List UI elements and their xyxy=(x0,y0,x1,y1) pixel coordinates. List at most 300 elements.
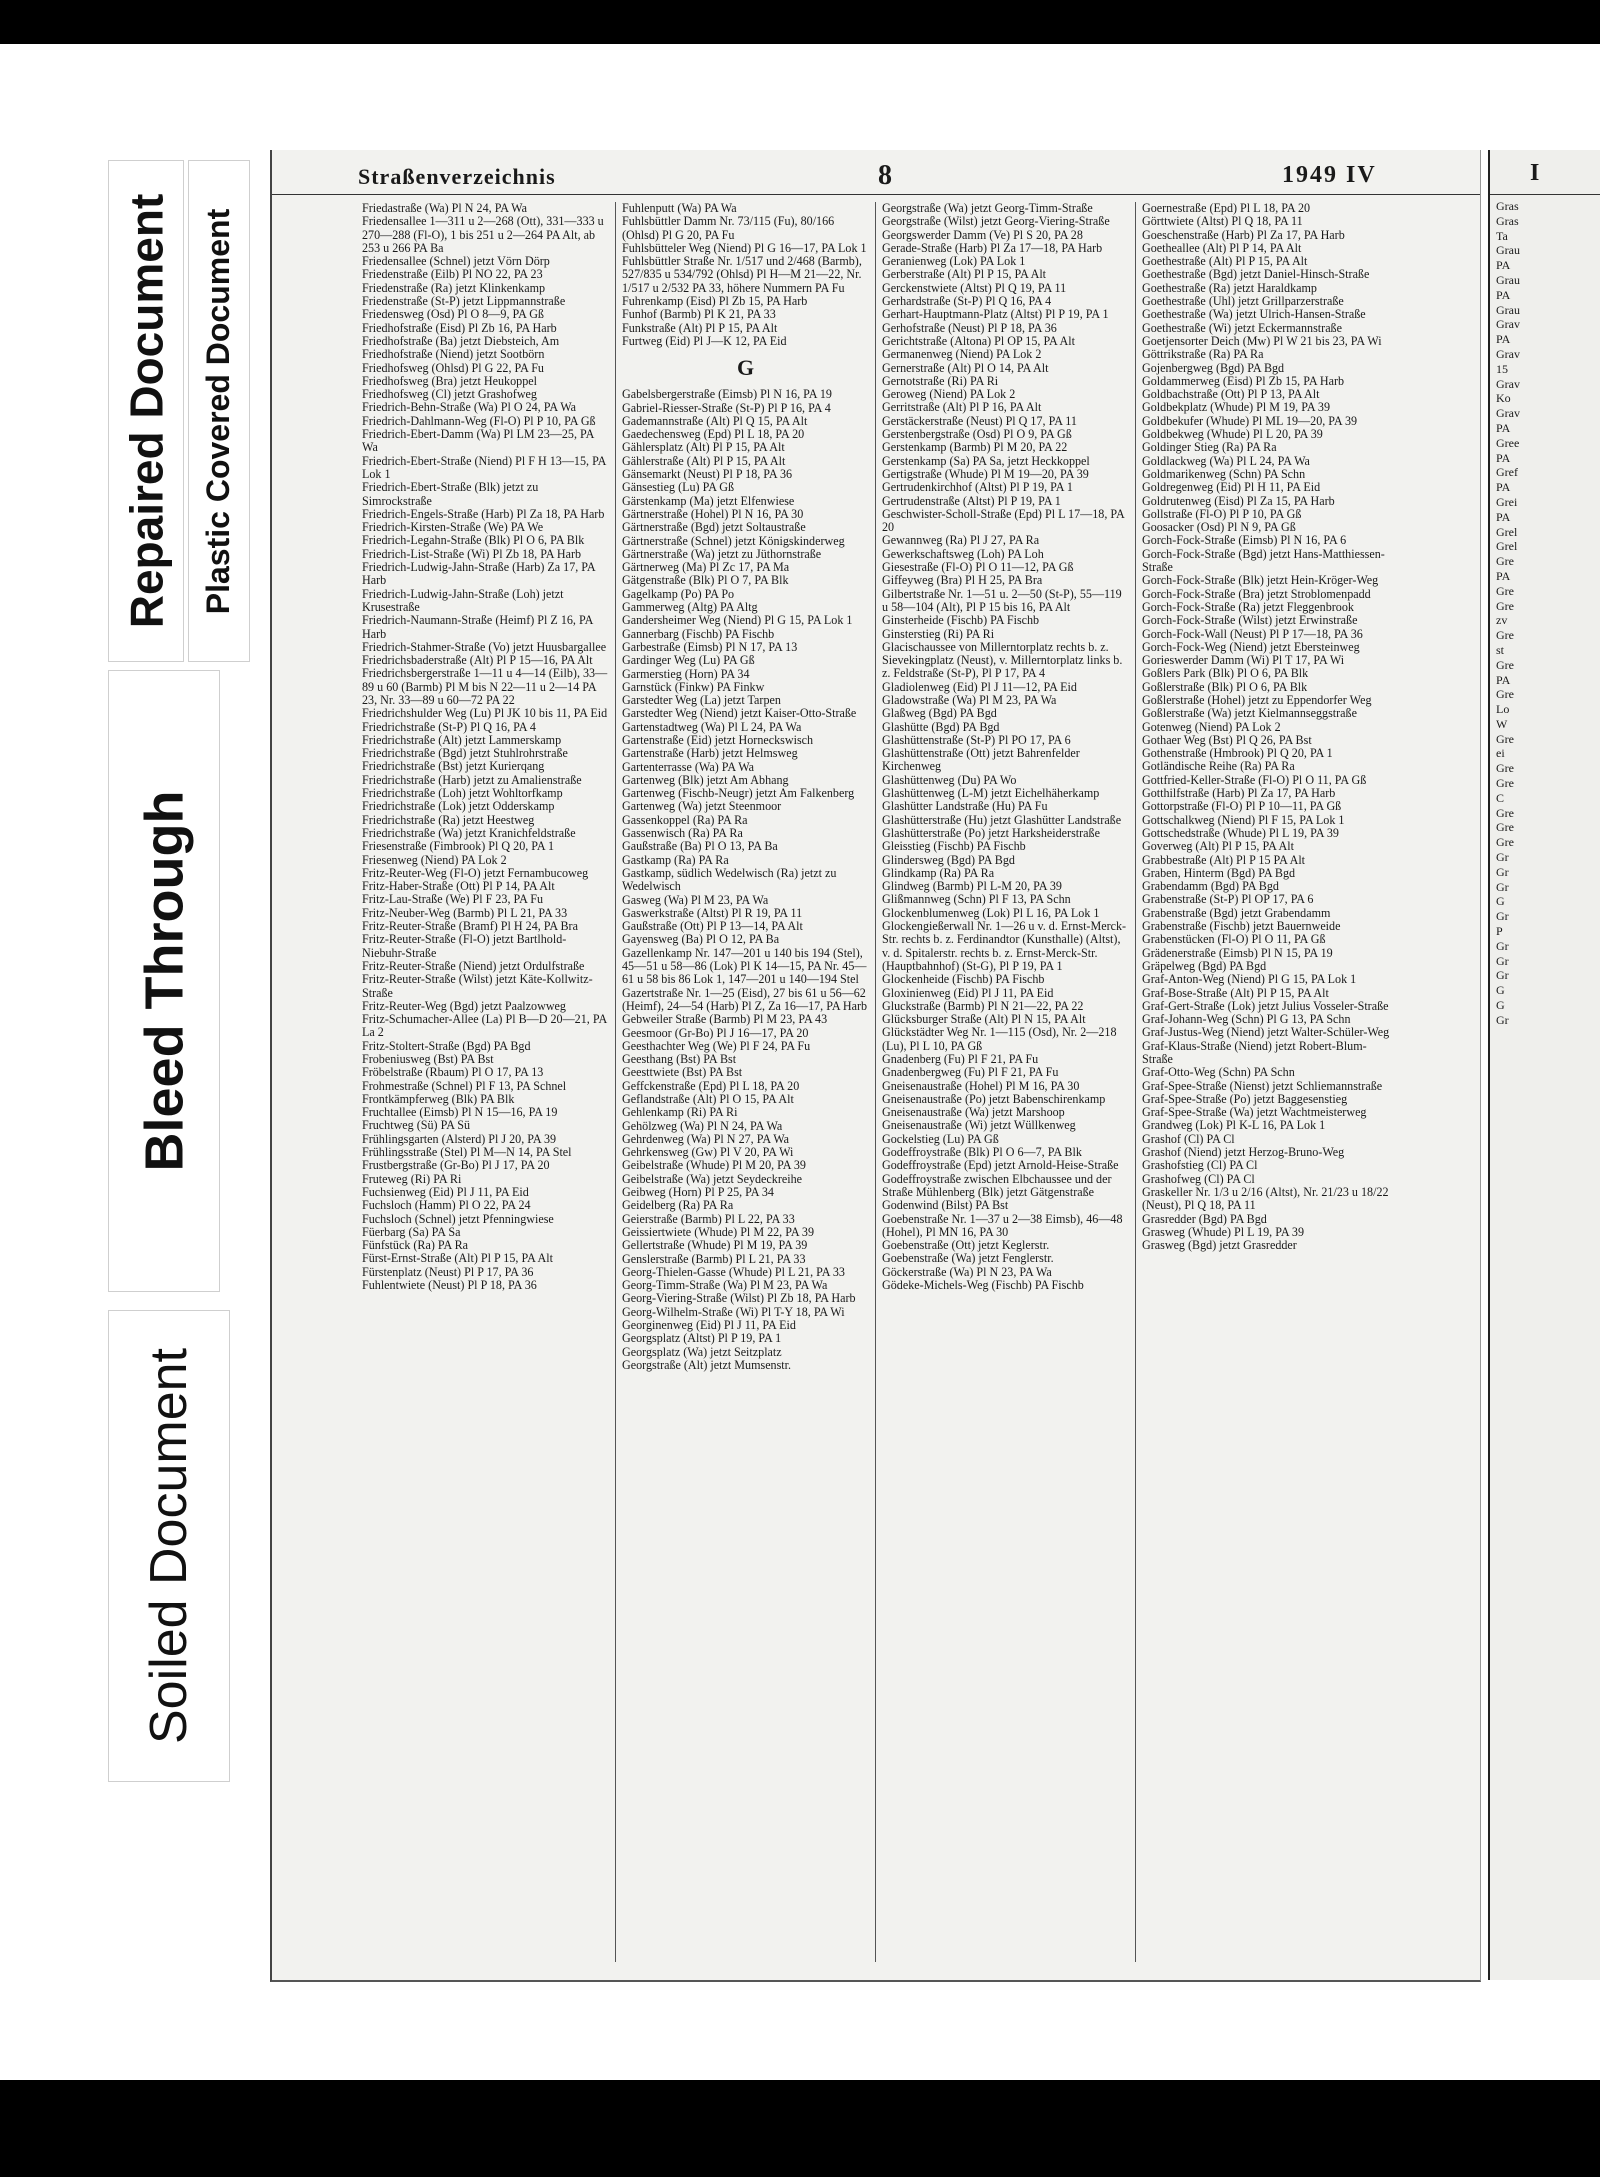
directory-entry: Goetjensorter Deich (Mw) Pl W 21 bis 23, PA Wi xyxy=(1142,333,1382,348)
directory-entry: Graf-Spee-Straße (Nienst) jetzt Schliemannstraße xyxy=(1142,1078,1383,1093)
directory-entry: Graf-Gert-Straße (Lok) jetzt Julius Vosseler-Straße xyxy=(1142,998,1389,1013)
directory-entry: Gerberstraße (Alt) Pl P 15, PA Alt xyxy=(882,267,1047,282)
directory-entry: Gartenstadtweg (Wa) Pl L 24, PA Wa xyxy=(622,719,802,734)
directory-entry: Fuhrenkamp (Eisd) Pl Zb 15, PA Harb xyxy=(622,294,808,309)
label-plastic-covered-document: Plastic Covered Document xyxy=(188,160,250,662)
directory-entry: Gayensweg (Ba) Pl O 12, PA Ba xyxy=(622,932,780,947)
directory-entry: Fritz-Lau-Straße (We) Pl F 23, PA Fu xyxy=(362,892,543,907)
directory-entry: Geesthachter Weg (We) Pl F 24, PA Fu xyxy=(622,1038,811,1053)
directory-entry: Garbestraße (Eimsb) Pl N 17, PA 13 xyxy=(622,639,798,654)
directory-entry: Garnstück (Finkw) PA Finkw xyxy=(622,679,765,694)
directory-entry: Gartenstraße (Harb) jetzt Helmsweg xyxy=(622,746,798,761)
directory-entry: Gorieswerder Damm (Wi) Pl T 17, PA Wi xyxy=(1142,653,1345,668)
directory-entry: Friedastraße (Wa) Pl N 24, PA Wa xyxy=(362,202,527,215)
directory-entry: Gewerkschaftsweg (Loh) PA Loh xyxy=(882,546,1044,561)
fragment-text: Gref xyxy=(1496,465,1518,480)
directory-entry: Fuhlsbütteler Weg (Niend) Pl G 16—17, PA Lok 1 xyxy=(622,240,867,255)
directory-entry: Gählerstraße (Alt) Pl P 15, PA Alt xyxy=(622,453,786,468)
directory-entry: Fritz-Reuter-Weg (Fl-O) jetzt Fernambucoweg xyxy=(362,865,589,880)
fragment-text: PA xyxy=(1496,332,1511,347)
directory-entry: Friedensweg (Osd) Pl O 8—9, PA Gß xyxy=(362,307,544,322)
directory-entry: Glockenheide (Fischb) PA Fischb xyxy=(882,972,1045,987)
directory-entry: Gärtnerstraße (Hohel) Pl N 16, PA 30 xyxy=(622,506,804,521)
directory-entry: Funkstraße (Alt) Pl P 15, PA Alt xyxy=(622,320,778,335)
directory-entry: Goßlerstraße (Blk) Pl O 6, PA Blk xyxy=(1142,679,1308,694)
fragment-text: Gras xyxy=(1496,213,1519,228)
directory-entry: Glashüttenweg (Du) PA Wo xyxy=(882,772,1017,787)
directory-entry: Goßlerstraße (Hohel) jetzt zu Eppendorfer Weg xyxy=(1142,692,1372,707)
fragment-text: Gre xyxy=(1496,598,1514,613)
directory-entry: Gaußstraße (Ott) Pl P 13—14, PA Alt xyxy=(622,919,803,934)
directory-entry: Gebweiler Straße (Barmb) Pl M 23, PA 43 xyxy=(622,1012,828,1027)
directory-entry: Fuhlenputt (Wa) PA Wa xyxy=(622,202,737,215)
directory-entry: Gertrudenstraße (Altst) Pl P 19, PA 1 xyxy=(882,493,1061,508)
directory-entry: Glindweg (Barmb) Pl L-M 20, PA 39 xyxy=(882,879,1062,894)
directory-entry: Friedhofsweg (Ohlsd) Pl G 22, PA Fu xyxy=(362,360,544,375)
directory-entry: Gerhart-Hauptmann-Platz (Altst) Pl P 19, PA 1 xyxy=(882,307,1109,322)
adjacent-page-fragments xyxy=(1490,195,1600,1028)
directory-entry: Grädenerstraße (Eimsb) Pl N 15, PA 19 xyxy=(1142,945,1333,960)
directory-entry: Gewannweg (Ra) Pl J 27, PA Ra xyxy=(882,533,1040,548)
directory-entry: Fritz-Reuter-Straße (Niend) jetzt Ordulfstraße xyxy=(362,958,585,973)
directory-entry: Grabenstücken (Fl-O) Pl O 11, PA Gß xyxy=(1142,932,1326,947)
directory-entry: Friedrichstraße (St-P) Pl Q 16, PA 4 xyxy=(362,719,536,734)
directory-entry: Fröbelstraße (Rbaum) Pl O 17, PA 13 xyxy=(362,1065,544,1080)
directory-entry: Füerbarg (Sa) PA Sa xyxy=(362,1224,461,1239)
column-1 xyxy=(356,202,616,1962)
directory-entry: Gottorpstraße (Fl-O) Pl P 10—11, PA Gß xyxy=(1142,799,1342,814)
directory-entry: Fritz-Haber-Straße (Ott) Pl P 14, PA Alt xyxy=(362,879,555,894)
fragment-text: Grau xyxy=(1496,272,1520,287)
directory-entry: Gnadenberg (Fu) Pl F 21, PA Fu xyxy=(882,1052,1039,1066)
directory-entry: Gärtnerstraße (Schnel) jetzt Königskinderweg xyxy=(622,533,845,548)
directory-entry: Friedhofsweg (Bra) jetzt Heukoppel xyxy=(362,373,537,388)
fragment-text: ei xyxy=(1496,746,1505,761)
fragment-text: Lo xyxy=(1496,702,1510,717)
directory-entry: Geranienweg (Lok) PA Lok 1 xyxy=(882,254,1026,269)
directory-entry: Graf-Johann-Weg (Schn) Pl G 13, PA Schn xyxy=(1142,1012,1351,1027)
label-soiled-document: Soiled Document xyxy=(108,1310,230,1782)
directory-entry: Goebenstraße (Wa) jetzt Fenglerstr. xyxy=(882,1251,1054,1266)
directory-entry: Friedrich-Engels-Straße (Harb) Pl Za 18, PA Harb xyxy=(362,506,605,521)
directory-entry: Georg-Timm-Straße (Wa) Pl M 23, PA Wa xyxy=(622,1278,828,1293)
directory-entry: Gödeke-Michels-Weg (Fischb) PA Fischb xyxy=(882,1278,1084,1293)
fragment-text: st xyxy=(1496,642,1505,657)
directory-entry: Fuchsienweg (Eid) Pl J 11, PA Eid xyxy=(362,1184,529,1199)
directory-entry: Glashüttenstraße (Ott) jetzt Bahrenfelder Kirchenweg xyxy=(882,746,1080,774)
directory-entry: Friedenstraße (Eilb) Pl NO 22, PA 23 xyxy=(362,267,543,282)
directory-entry: Goldbachstraße (Ott) Pl P 13, PA Alt xyxy=(1142,387,1320,402)
fragment-text: Gre xyxy=(1496,731,1514,746)
directory-entry: Fuchsloch (Schnel) jetzt Pfenningwiese xyxy=(362,1211,554,1226)
fragment-text: Gras xyxy=(1496,199,1519,213)
directory-entry: Gagelkamp (Po) PA Po xyxy=(622,586,735,601)
directory-entry: Gotländische Reihe (Ra) PA Ra xyxy=(1142,759,1295,774)
directory-entry: Goldmarikenweg (Schn) PA Schn xyxy=(1142,466,1306,481)
directory-entry: Gerhofstraße (Neust) Pl P 18, PA 36 xyxy=(882,320,1057,335)
directory-entry: Friesenstraße (Fimbrook) Pl Q 20, PA 1 xyxy=(362,839,555,854)
directory-entry: Gerstenbergstraße (Osd) Pl O 9, PA Gß xyxy=(882,427,1072,442)
directory-entry: Gorch-Fock-Straße (Eimsb) Pl N 16, PA 6 xyxy=(1142,533,1347,548)
directory-entry: Graf-Otto-Weg (Schn) PA Schn xyxy=(1142,1065,1295,1080)
directory-entry: Georgstraße (Wa) jetzt Georg-Timm-Straße xyxy=(882,202,1093,215)
directory-entry: Geschwister-Scholl-Straße (Epd) Pl L 17—18, PA 20 xyxy=(882,506,1125,535)
directory-entry: Gehölzweg (Wa) Pl N 24, PA Wa xyxy=(622,1118,783,1133)
fragment-text: Grav xyxy=(1496,406,1520,421)
directory-entry: Grasredder (Bgd) PA Bgd xyxy=(1142,1211,1267,1226)
fragment-text: Gre xyxy=(1496,657,1514,672)
fragment-text: PA xyxy=(1496,420,1511,435)
directory-entry: Frühlingsstraße (Stel) Pl M—N 14, PA Stel xyxy=(362,1145,572,1160)
directory-entry: Gandersheimer Weg (Niend) Pl G 15, PA Lok 1 xyxy=(622,613,853,628)
fragment-text: Grav xyxy=(1496,346,1520,361)
directory-entry: Gertrudenkirchhof (Altst) Pl P 19, PA 1 xyxy=(882,480,1073,495)
directory-entry: Gassenkoppel (Ra) PA Ra xyxy=(622,812,748,827)
directory-entry: Friedrich-Ludwig-Jahn-Straße (Harb) Za 17, PA Harb xyxy=(362,560,595,588)
page-header xyxy=(272,150,1480,195)
directory-entry: Georg-Viering-Straße (Wilst) Pl Zb 18, PA Harb xyxy=(622,1291,856,1306)
directory-entry: Georgstraße (Alt) jetzt Mumsenstr. xyxy=(622,1357,792,1372)
column-2-f-entries xyxy=(622,202,869,348)
fragment-text: PA xyxy=(1496,287,1511,302)
directory-entry: Gorch-Fock-Wall (Neust) Pl P 17—18, PA 36 xyxy=(1142,626,1363,641)
directory-entry: Gazertstraße Nr. 1—25 (Eisd), 27 bis 61 u 56—62 (Heimf), 24—54 (Harb) Pl Z, Za 16—17, PA Harb xyxy=(622,985,868,1013)
fragment-text: PA xyxy=(1496,450,1511,465)
fragment-text: P xyxy=(1496,924,1503,939)
directory-entry: Graben, Hinterm (Bgd) PA Bgd xyxy=(1142,865,1296,880)
directory-entry: Fruchtallee (Eimsb) Pl N 15—16, PA 19 xyxy=(362,1105,558,1120)
directory-entry: Goethestraße (Uhl) jetzt Grillparzerstraße xyxy=(1142,294,1344,309)
directory-entry: Gammerweg (Altg) PA Altg xyxy=(622,600,758,615)
directory-entry: Fruchtweg (Sü) PA Sü xyxy=(362,1118,471,1133)
directory-entry: Giesestraße (Fl-O) Pl O 11—12, PA Gß xyxy=(882,560,1074,575)
directory-entry: Glashütterstraße (Po) jetzt Harksheiderstraße xyxy=(882,825,1100,840)
directory-entry: Gladowstraße (Wa) Pl M 23, PA Wa xyxy=(882,692,1057,707)
directory-entry: Goeschenstraße (Harb) Pl Za 17, PA Harb xyxy=(1142,227,1345,242)
directory-entry: Graf-Spee-Straße (Wa) jetzt Wachtmeisterweg xyxy=(1142,1105,1367,1120)
directory-entry: Graf-Bose-Straße (Alt) Pl P 15, PA Alt xyxy=(1142,985,1329,1000)
directory-entry: Grashof (Niend) jetzt Herzog-Bruno-Weg xyxy=(1142,1145,1345,1160)
directory-entry: Friedrichstraße (Bst) jetzt Kurierqang xyxy=(362,759,545,774)
directory-entry: Gojenbergweg (Bgd) PA Bgd xyxy=(1142,360,1285,375)
directory-entry: Friedrichstraße (Bgd) jetzt Stuhlrohrstraße xyxy=(362,746,568,761)
fragment-text: Gr xyxy=(1496,968,1509,983)
fragment-text: Grei xyxy=(1496,494,1518,509)
directory-entry: Geflandstraße (Alt) Pl O 15, PA Alt xyxy=(622,1092,794,1106)
directory-entry: Frobeniusweg (Bst) PA Bst xyxy=(362,1052,494,1066)
directory-entry: Friedrichstraße (Ra) jetzt Heestweg xyxy=(362,812,535,827)
fragment-text: PA xyxy=(1496,509,1511,524)
directory-entry: Frustbergstraße (Gr-Bo) Pl J 17, PA 20 xyxy=(362,1158,550,1173)
fragment-text: PA xyxy=(1496,480,1511,495)
column-3 xyxy=(876,202,1136,1962)
directory-entry: Gasweg (Wa) Pl M 23, PA Wa xyxy=(622,892,769,907)
fragment-text: Gre xyxy=(1496,687,1514,702)
page-title: Straßenverzeichnis xyxy=(358,164,556,189)
directory-entry: Gänsestieg (Lu) PA Gß xyxy=(622,480,735,495)
directory-entry: Gottschedstraße (Whude) Pl L 19, PA 39 xyxy=(1142,825,1339,840)
directory-entry: Frohmestraße (Schnel) Pl F 13, PA Schnel xyxy=(362,1078,567,1093)
directory-entry: Gartenterrasse (Wa) PA Wa xyxy=(622,759,755,774)
adjacent-page-strip xyxy=(1488,150,1600,1980)
directory-entry: Goetheallee (Alt) Pl P 14, PA Alt xyxy=(1142,240,1302,255)
directory-entry: Grasweg (Bgd) jetzt Grasredder xyxy=(1142,1238,1297,1253)
directory-entry: Gärtnerstraße (Wa) jetzt zu Jüthornstraße xyxy=(622,546,822,561)
directory-entry: Gannerbarg (Fischb) PA Fischb xyxy=(622,626,775,641)
directory-entry: Fruteweg (Ri) PA Ri xyxy=(362,1171,462,1186)
directory-entry: Georg-Wilhelm-Straße (Wi) Pl T-Y 18, PA Wi xyxy=(622,1304,845,1319)
directory-entry: Grashofstieg (Cl) PA Cl xyxy=(1142,1158,1258,1173)
directory-entry: Goldlackweg (Wa) Pl L 24, PA Wa xyxy=(1142,453,1310,468)
directory-entry: Friedenstraße (Ra) jetzt Klinkenkamp xyxy=(362,280,546,295)
directory-entry: Geidelberg (Ra) PA Ra xyxy=(622,1198,734,1213)
directory-entry: Graf-Klaus-Straße (Niend) jetzt Robert-Blum-Straße xyxy=(1142,1038,1367,1066)
directory-entry: Georg-Thielen-Gasse (Whude) Pl L 21, PA 33 xyxy=(622,1264,845,1279)
directory-entry: Gotenweg (Niend) PA Lok 2 xyxy=(1142,719,1281,734)
fragment-text: PA xyxy=(1496,568,1511,583)
directory-entry: Godeffroystraße zwischen Elbchaussee und der Straße Mühlenberg (Blk) jetzt Gätgenstraße xyxy=(882,1171,1112,1199)
fragment-text: Gr xyxy=(1496,864,1509,879)
directory-entry: Goldbekplatz (Whude) Pl M 19, PA 39 xyxy=(1142,400,1331,415)
directory-entry: Friedrich-Behn-Straße (Wa) Pl O 24, PA Wa xyxy=(362,400,577,415)
directory-entry: Geierstraße (Barmb) Pl L 22, PA 33 xyxy=(622,1211,795,1226)
directory-entry: Fuhlsbüttler Damm Nr. 73/115 (Fu), 80/166 (Ohlsd) Pl G 20, PA Fu xyxy=(622,214,835,242)
directory-entry: Friedrich-Ebert-Straße (Blk) jetzt zu Simrockstraße xyxy=(362,480,539,508)
directory-entry: Goethestraße (Wi) jetzt Eckermannstraße xyxy=(1142,320,1342,335)
directory-entry: Gärstenkamp (Ma) jetzt Elfenwiese xyxy=(622,493,795,508)
directory-entry: Glißmannweg (Schn) Pl F 13, PA Schn xyxy=(882,892,1071,907)
directory-entry: Graf-Anton-Weg (Niend) Pl G 15, PA Lok 1 xyxy=(1142,972,1357,987)
directory-entry: Glockenblumenweg (Lok) Pl L 16, PA Lok 1 xyxy=(882,905,1100,920)
fragment-text: Ta xyxy=(1496,228,1508,243)
fragment-text: Grau xyxy=(1496,302,1520,317)
directory-entry: Friedrich-Kirsten-Straße (We) PA We xyxy=(362,520,544,535)
directory-entry: Fritz-Neuber-Weg (Barmb) Pl L 21, PA 33 xyxy=(362,905,568,920)
directory-entry: Fritz-Stoltert-Straße (Bgd) PA Bgd xyxy=(362,1038,531,1053)
page-number: 8 xyxy=(878,160,892,191)
directory-entry: Gerichtstraße (Altona) Pl OP 15, PA Alt xyxy=(882,333,1075,348)
directory-entry: Friedhofstraße (Niend) jetzt Sootbörn xyxy=(362,347,545,362)
directory-entry: Gorch-Fock-Weg (Niend) jetzt Ebersteinweg xyxy=(1142,639,1360,654)
directory-entry: Glashütter Landstraße (Hu) PA Fu xyxy=(882,799,1048,814)
fragment-text: zv xyxy=(1496,613,1508,628)
directory-entry: Gerade-Straße (Harb) Pl Za 17—18, PA Harb xyxy=(882,240,1103,255)
directory-entry: Gorch-Fock-Straße (Bgd) jetzt Hans-Matthiessen-Straße xyxy=(1142,546,1385,575)
directory-entry: Geibelstraße (Whude) Pl M 20, PA 39 xyxy=(622,1158,806,1173)
directory-entry: Görttwiete (Altst) Pl Q 18, PA 11 xyxy=(1142,214,1303,229)
fragment-text: Grav xyxy=(1496,317,1520,332)
page-year: 1949 IV xyxy=(1282,162,1377,188)
column-2 xyxy=(616,202,876,1962)
fragment-text: PA xyxy=(1496,258,1511,273)
directory-entry: Fürst-Ernst-Straße (Alt) Pl P 15, PA Alt xyxy=(362,1251,553,1266)
directory-entry: Gellertstraße (Whude) Pl M 19, PA 39 xyxy=(622,1238,808,1253)
directory-entry: Fritz-Reuter-Straße (Bramf) Pl H 24, PA Bra xyxy=(362,919,578,934)
directory-entry: Furtweg (Eid) Pl J—K 12, PA Eid xyxy=(622,333,787,348)
fragment-text: Gree xyxy=(1496,435,1520,450)
directory-entry: Friedenstraße (St-P) jetzt Lippmannstraße xyxy=(362,294,566,309)
fragment-text: Gre xyxy=(1496,761,1514,776)
directory-entry: Gassenwisch (Ra) PA Ra xyxy=(622,826,743,841)
directory-entry: Fuhlentwiete (Neust) Pl P 18, PA 36 xyxy=(362,1278,537,1293)
directory-entry: Glashütte (Bgd) PA Bgd xyxy=(882,719,1000,734)
directory-entry: Geibweg (Horn) Pl P 25, PA 34 xyxy=(622,1185,774,1200)
directory-entry: Georgstraße (Wilst) jetzt Georg-Viering-Straße xyxy=(882,214,1110,229)
directory-entry: Friedrichstraße (Lok) jetzt Odderskamp xyxy=(362,799,555,814)
directory-entry: Garmerstieg (Horn) PA 34 xyxy=(622,666,750,681)
directory-entry: Grasweg (Whude) Pl L 19, PA 39 xyxy=(1142,1224,1305,1239)
directory-entry: Graf-Justus-Weg (Niend) jetzt Walter-Schüler-Weg xyxy=(1142,1025,1390,1040)
directory-entry: Friedrichsbergerstraße 1—11 u 4—14 (Eilb), 33—89 u 60 (Barmb) Pl M bis N 22—11 u 2—14 PA 23, Nr. 33—89 u 60—72 PA 22 xyxy=(362,666,608,707)
directory-entry: Goßlerstraße (Wa) jetzt Kielmannseggstraße xyxy=(1142,706,1357,721)
directory-entry: Glücksburger Straße (Alt) Pl N 15, PA Alt xyxy=(882,1012,1086,1027)
fragment-text: Gr xyxy=(1496,953,1509,968)
directory-entry: Gartenweg (Wa) jetzt Steenmoor xyxy=(622,799,782,814)
fragment-text: 15 xyxy=(1496,361,1508,376)
fragment-text: G xyxy=(1496,894,1505,909)
directory-entry: Geissiertwiete (Whude) Pl M 22, PA 39 xyxy=(622,1224,815,1239)
directory-entry: Gnadenbergweg (Fu) Pl F 21, PA Fu xyxy=(882,1065,1059,1080)
fragment-text: PA xyxy=(1496,672,1511,687)
fragment-text: Gre xyxy=(1496,820,1514,835)
directory-entry: Gänsemarkt (Neust) Pl P 18, PA 36 xyxy=(622,467,793,482)
directory-entry: Frühlingsgarten (Alsterd) Pl J 20, PA 39 xyxy=(362,1131,557,1146)
adjacent-page-mark: I xyxy=(1490,150,1600,195)
directory-entry: Geroweg (Niend) PA Lok 2 xyxy=(882,387,1016,402)
directory-entry: Genslerstraße (Barmb) Pl L 21, PA 33 xyxy=(622,1251,806,1266)
directory-entry: Fürstenplatz (Neust) Pl P 17, PA 36 xyxy=(362,1264,534,1279)
directory-entry: Glockengießerwall Nr. 1—26 u v. d. Ernst-Merck-Str. rechts b. z. Ferdinandtor (Kunsthalle) (Altst), v. d. Spitalerstr. rechts b. z. Ernst-Merck-Str. (Hauptbahnhof) (St-G), Pl P 19, PA 1 xyxy=(882,919,1127,973)
directory-entry: Gerstenkamp (Sa) PA Sa, jetzt Heckkoppel xyxy=(882,453,1090,468)
directory-entry: Gilbertstraße Nr. 1—51 u. 2—50 (St-P), 55—119 u 58—104 (Alt), Pl P 15 bis 16, PA Alt xyxy=(882,586,1122,614)
directory-entry: Gärtnerstraße (Bgd) jetzt Soltaustraße xyxy=(622,520,806,535)
directory-entry: Gartenstraße (Eid) jetzt Horneckswisch xyxy=(622,732,814,747)
directory-entry: Gählersplatz (Alt) Pl P 15, PA Alt xyxy=(622,440,785,455)
directory-entry: Gladiolenweg (Eid) Pl J 11—12, PA Eid xyxy=(882,679,1077,694)
side-labels xyxy=(88,150,288,1744)
street-directory-columns xyxy=(356,202,1476,1962)
fragment-text: Gre xyxy=(1496,554,1514,569)
directory-entry: Gehrkensweg (Gw) Pl V 20, PA Wi xyxy=(622,1145,794,1160)
directory-entry: Glashüttenweg (L-M) jetzt Eichelhäherkamp xyxy=(882,786,1100,801)
directory-entry: Gothenstraße (Hmbrook) Pl Q 20, PA 1 xyxy=(1142,746,1333,761)
fragment-text: C xyxy=(1496,790,1505,805)
directory-entry: Gneisenaustraße (Wi) jetzt Wüllkenweg xyxy=(882,1118,1076,1133)
directory-entry: Gothaer Weg (Bst) Pl Q 26, PA Bst xyxy=(1142,732,1312,747)
directory-entry: Friedrich-List-Straße (Wi) Pl Zb 18, PA Harb xyxy=(362,546,582,561)
directory-entry: Gaedechensweg (Epd) Pl L 18, PA 20 xyxy=(622,427,805,442)
directory-entry: Göckerstraße (Wa) Pl N 23, PA Wa xyxy=(882,1264,1052,1279)
directory-entry: Gätgenstraße (Blk) Pl O 7, PA Blk xyxy=(622,573,789,588)
directory-entry: Giffeyweg (Bra) Pl H 25, PA Bra xyxy=(882,573,1043,588)
directory-entry: Gardinger Weg (Lu) PA Gß xyxy=(622,653,755,668)
column-4 xyxy=(1136,202,1396,1962)
directory-entry: Goebenstraße (Ott) jetzt Keglerstr. xyxy=(882,1238,1050,1253)
directory-entry: Grandweg (Lok) Pl K-L 16, PA Lok 1 xyxy=(1142,1118,1326,1133)
fragment-text: Gre xyxy=(1496,776,1514,791)
directory-entry: Godeffroystraße (Blk) Pl O 6—7, PA Blk xyxy=(882,1145,1082,1160)
directory-entry: Ginsterstieg (Ri) PA Ri xyxy=(882,626,995,641)
directory-entry: Funhof (Barmb) Pl K 21, PA 33 xyxy=(622,307,776,322)
directory-entry: Fünfstück (Ra) PA Ra xyxy=(362,1238,469,1253)
directory-entry: Grabbestraße (Alt) Pl P 15 PA Alt xyxy=(1142,852,1306,867)
directory-entry: Gockelstieg (Lu) PA Gß xyxy=(882,1131,999,1146)
directory-entry: Fritz-Reuter-Weg (Bgd) jetzt Paalzowweg xyxy=(362,998,566,1013)
directory-entry: Gaußstraße (Ba) Pl O 13, PA Ba xyxy=(622,839,778,854)
directory-entry: Georgsplatz (Altst) Pl P 19, PA 1 xyxy=(622,1331,782,1346)
directory-entry: Gleisstieg (Fischb) PA Fischb xyxy=(882,839,1026,854)
directory-entry: Gertigstraße (Whude) Pl M 19—20, PA 39 xyxy=(882,466,1089,481)
directory-entry: Friedensallee 1—311 u 2—268 (Ott), 331—333 u 270—288 (Fl-O), 1 bis 251 u 2—264 PA Alt, ab 253 u 266 PA Ba xyxy=(362,214,604,255)
directory-entry: Gartenweg (Blk) jetzt Am Abhang xyxy=(622,772,789,787)
fragment-text: Gre xyxy=(1496,835,1514,850)
directory-entry: Geesthang (Bst) PA Bst xyxy=(622,1052,737,1067)
fragment-text: G xyxy=(1496,983,1505,998)
fragment-text: G xyxy=(1496,998,1505,1013)
directory-entry: Gottfried-Keller-Straße (Fl-O) Pl O 11, PA Gß xyxy=(1142,772,1367,787)
directory-entry: Gastkamp, südlich Wedelwisch (Ra) jetzt zu Wedelwisch xyxy=(622,865,837,894)
scan-top-border xyxy=(0,0,1600,44)
directory-entry: Goosacker (Osd) Pl N 9, PA Gß xyxy=(1142,520,1296,535)
directory-entry: Gneisenaustraße (Wa) jetzt Marshoop xyxy=(882,1105,1065,1120)
directory-entry: Fritz-Reuter-Straße (Fl-O) jetzt Bartlhold-Niebuhr-Straße xyxy=(362,932,567,960)
fragment-text: W xyxy=(1496,716,1508,731)
directory-entry: Grabendamm (Bgd) PA Bgd xyxy=(1142,879,1279,894)
directory-entry: Gollstraße (Fl-O) Pl P 10, PA Gß xyxy=(1142,506,1302,521)
directory-entry: Graf-Spee-Straße (Po) jetzt Baggesenstieg xyxy=(1142,1091,1348,1106)
directory-entry: Gehlenkamp (Ri) PA Ri xyxy=(622,1105,738,1120)
directory-entry: Glashüttenstraße (St-P) Pl PO 17, PA 6 xyxy=(882,732,1071,747)
directory-entry: Goldbekufer (Whude) Pl ML 19—20, PA 39 xyxy=(1142,413,1358,428)
directory-entry: Gerckenstwiete (Altst) Pl Q 19, PA 11 xyxy=(882,280,1067,295)
section-letter-g: G xyxy=(736,355,755,381)
directory-entry: Godenwind (Bilst) PA Bst xyxy=(882,1198,1009,1213)
directory-entry: Georginenweg (Eid) Pl J 11, PA Eid xyxy=(622,1318,796,1333)
directory-entry: Friedrich-Legahn-Straße (Blk) Pl O 6, PA Blk xyxy=(362,533,585,548)
directory-entry: Gastkamp (Ra) PA Ra xyxy=(622,852,729,867)
directory-entry: Goernestraße (Epd) Pl L 18, PA 20 xyxy=(1142,202,1311,215)
directory-entry: Friedhofstraße (Ba) jetzt Diebsteich, Am xyxy=(362,333,560,348)
directory-entry: Glindersweg (Bgd) PA Bgd xyxy=(882,852,1015,867)
directory-entry: Glaßweg (Bgd) PA Bgd xyxy=(882,706,997,721)
directory-entry: Gartenweg (Fischb-Neugr) jetzt Am Falkenberg xyxy=(622,786,855,801)
directory-entry: Goethestraße (Alt) Pl P 15, PA Alt xyxy=(1142,254,1308,269)
directory-entry: Graskeller Nr. 1/3 u 2/16 (Altst), Nr. 21/23 u 18/22 (Neust), Pl Q 18, PA 11 xyxy=(1142,1184,1389,1213)
directory-entry: Gotthilfstraße (Harb) Pl Za 17, PA Harb xyxy=(1142,786,1336,801)
directory-entry: Friedhofsweg (Cl) jetzt Grashofweg xyxy=(362,387,537,402)
directory-entry: Glindkamp (Ra) PA Ra xyxy=(882,865,995,880)
directory-entry: Friedrich-Ebert-Damm (Wa) Pl LM 23—25, PA Wa xyxy=(362,427,594,455)
directory-entry: Friedrichstraße (Harb) jetzt zu Amalienstraße xyxy=(362,772,582,787)
directory-entry: Gernotstraße (Ri) PA Ri xyxy=(882,373,999,388)
directory-entry: Germanenweg (Niend) PA Lok 2 xyxy=(882,347,1042,362)
directory-entry: Goldammerweg (Eisd) Pl Zb 15, PA Harb xyxy=(1142,373,1345,388)
directory-entry: Garstedter Weg (Niend) jetzt Kaiser-Otto-Straße xyxy=(622,706,857,721)
fragment-text: Grau xyxy=(1496,243,1520,258)
directory-entry: Geffckenstraße (Epd) Pl L 18, PA 20 xyxy=(622,1078,800,1093)
directory-entry: Gloxinienweg (Eid) Pl J 11, PA Eid xyxy=(882,985,1054,1000)
directory-entry: Grabenstraße (Fischb) jetzt Bauernweide xyxy=(1142,919,1341,934)
directory-entry: Gademannstraße (Alt) Pl Q 15, PA Alt xyxy=(622,413,808,428)
directory-entry: Garstedter Weg (La) jetzt Tarpen xyxy=(622,693,781,708)
directory-entry: Friedrichstraße (Wa) jetzt Kranichfeldstraße xyxy=(362,825,576,840)
directory-entry: Gorch-Fock-Straße (Wilst) jetzt Erwinstraße xyxy=(1142,613,1358,628)
directory-entry: Glückstädter Weg Nr. 1—115 (Osd), Nr. 2—218 (Lu), Pl L 10, PA Gß xyxy=(882,1025,1117,1053)
directory-entry: Glacischaussee von Millerntorplatz rechts b. z. Sievekingplatz (Neust), v. Millerntorplatz links b. z. Feldstraße (St-P), Pl P 17, PA 4 xyxy=(882,639,1123,681)
directory-entry: Georgswerder Damm (Ve) Pl S 20, PA 28 xyxy=(882,227,1083,242)
directory-entry: Goethestraße (Bgd) jetzt Daniel-Hinsch-Straße xyxy=(1142,267,1370,282)
directory-entry: Gazellenkamp Nr. 147—201 u 140 bis 194 (Stel), 45—51 u 58—86 (Lok) Pl K 14—15, PA Nr. 45—61 u 58 bis 86 Lok 1, 147—201 u 140—194 Stel xyxy=(622,945,867,987)
